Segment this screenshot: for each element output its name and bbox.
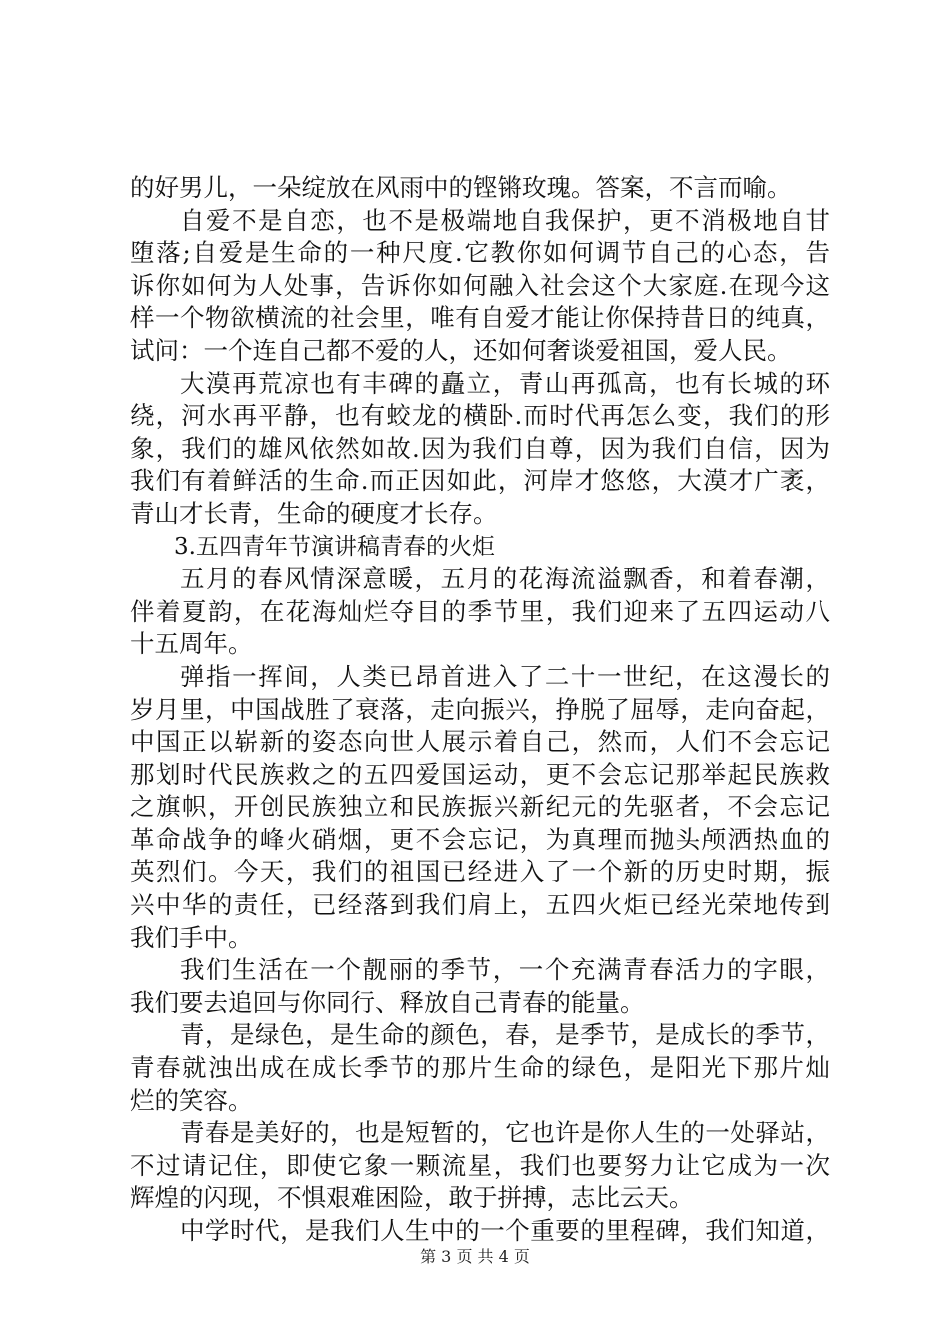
document-body bbox=[130, 172, 830, 1248]
text-line: 的好男儿，一朵绽放在风雨中的铿锵玫瑰。答案，不言而喻。 bbox=[130, 173, 792, 202]
text-line: 革命战争的峰火硝烟，更不会忘记，为真理而抛头颅洒热血的 bbox=[130, 824, 830, 854]
page-footer: 第 3 页 共 4 页 bbox=[420, 1247, 530, 1266]
paragraph-start-line: 自爱不是自恋，也不是极端地自我保护，更不消极地自甘 bbox=[180, 205, 830, 235]
text-line: 堕落;自爱是生命的一种尺度.它教你如何调节自己的心态，告 bbox=[130, 238, 830, 268]
text-line: 青春就浊出成在成长季节的那片生命的绿色，是阳光下那片灿 bbox=[130, 1053, 830, 1083]
text-line: 试问：一个连自己都不爱的人，还如何奢谈爱祖国，爱人民。 bbox=[130, 335, 792, 365]
text-line: 我们有着鲜活的生命.而正因如此，河岸才悠悠，大漠才广袤， bbox=[130, 466, 830, 496]
text-line: 青山才长青，生命的硬度才长存。 bbox=[130, 498, 498, 528]
text-line: 样一个物欲横流的社会里，唯有自爱才能让你保持昔日的纯真， bbox=[130, 303, 830, 333]
text-line: 英烈们。今天，我们的祖国已经进入了一个新的历史时期，振 bbox=[130, 857, 830, 887]
text-line: 我们要去追回与你同行、释放自己青春的能量。 bbox=[130, 987, 645, 1017]
text-line: 诉你如何为人处事，告诉你如何融入社会这个大家庭.在现今这 bbox=[130, 270, 830, 300]
paragraph-start-line: 弹指一挥间，人类已昂首进入了二十一世纪，在这漫长的 bbox=[180, 661, 830, 691]
paragraph-start-line: 青，是绿色，是生命的颜色，春，是季节，是成长的季节， bbox=[180, 1020, 830, 1050]
text-line: 那划时代民族救之的五四爱国运动，更不会忘记那举起民族救 bbox=[130, 759, 830, 789]
paragraph-start-line: 五月的春风情深意暖，五月的花海流溢飘香，和着春潮， bbox=[180, 564, 830, 594]
text-line: 兴中华的责任，已经落到我们肩上，五四火炬已经光荣地传到 bbox=[130, 890, 830, 920]
text-line: 烂的笑容。 bbox=[130, 1085, 253, 1115]
text-line: 绕，河水再平静，也有蛟龙的横卧.而时代再怎么变，我们的形 bbox=[130, 401, 830, 431]
text-line: 十五周年。 bbox=[130, 629, 253, 659]
text-line: 辉煌的闪现，不惧艰难困险，敢于拼搏，志比云天。 bbox=[130, 1183, 694, 1213]
paragraph-start-line: 大漠再荒凉也有丰碑的矗立，青山再孤高，也有长城的环 bbox=[180, 368, 830, 398]
paragraph-start-line: 青春是美好的，也是短暂的，它也许是你人生的一处驿站， bbox=[180, 1118, 830, 1148]
section-heading: 3.五四青年节演讲稿青春的火炬 bbox=[174, 533, 495, 560]
text-line: 之旗帜，开创民族独立和民族振兴新纪元的先驱者，不会忘记 bbox=[130, 792, 830, 822]
text-line: 岁月里，中国战胜了衰落，走向振兴，挣脱了屈辱，走向奋起， bbox=[130, 694, 830, 724]
text-line: 不过请记住，即使它象一颗流星，我们也要努力让它成为一次 bbox=[130, 1150, 830, 1180]
paragraph-start-line: 我们生活在一个靓丽的季节，一个充满青春活力的字眼， bbox=[180, 955, 830, 985]
text-line: 伴着夏韵，在花海灿烂夺目的季节里，我们迎来了五四运动八 bbox=[130, 596, 830, 626]
paragraph-start-line: 中学时代，是我们人生中的一个重要的里程碑，我们知道， bbox=[180, 1216, 830, 1245]
text-line: 中国正以崭新的姿态向世人展示着自己，然而，人们不会忘记 bbox=[130, 727, 830, 757]
text-line: 我们手中。 bbox=[130, 922, 253, 952]
text-line: 象，我们的雄风依然如故.因为我们自尊，因为我们自信，因为 bbox=[130, 433, 830, 463]
